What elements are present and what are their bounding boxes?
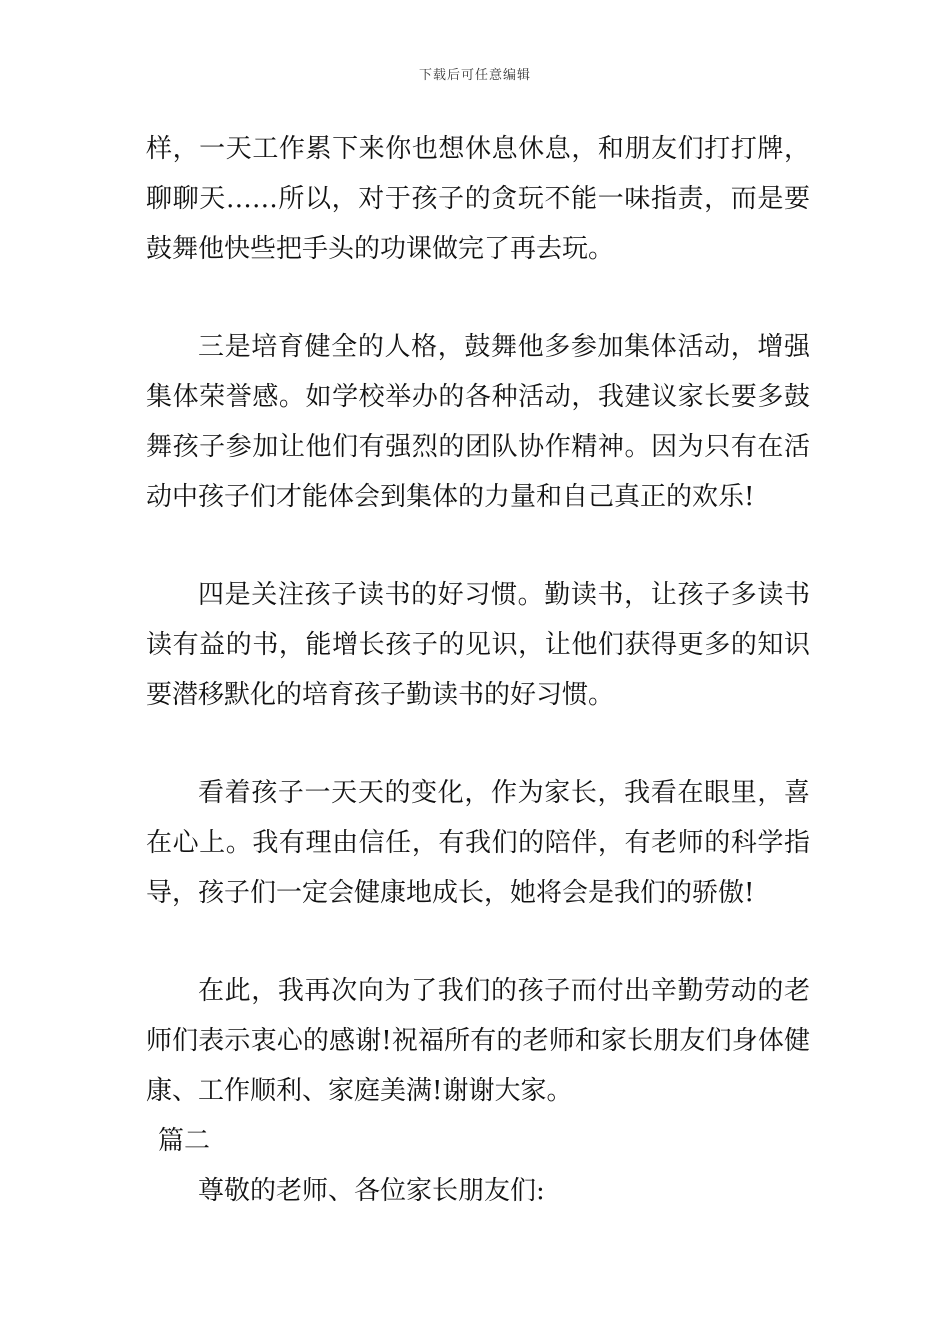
paragraph-continuation: 样，一天工作累下来你也想休息休息，和朋友们打打牌，聊聊天……所以，对于孩子的贪玩不能一味指责，而是要鼓舞他快些把手头的功课做完了再去玩。	[146, 134, 810, 264]
paragraph-thanks: 在此，我再次向为了我们的孩子而付出辛勤劳动的老师们表示衷心的感谢!祝福所有的老师和家长朋友们身体健康、工作顺利、家庭美满!谢谢大家。	[146, 976, 810, 1106]
salutation: 尊敬的老师、各位家长朋友们:	[198, 1176, 545, 1206]
paragraph-reflection: 看着孩子一天天的变化，作为家长，我看在眼里，喜在心上。我有理由信任，有我们的陪伴，有老师的科学指导，孩子们一定会健康地成长，她将会是我们的骄傲!	[146, 778, 810, 908]
document-body	[146, 124, 810, 1216]
page-header-note: 下载后可任意编辑	[418, 68, 531, 83]
paragraph-point-four: 四是关注孩子读书的好习惯。勤读书，让孩子多读书读有益的书，能增长孩子的见识，让他们获得更多的知识要潜移默化的培育孩子勤读书的好习惯。	[146, 580, 810, 710]
paragraph-point-three: 三是培育健全的人格，鼓舞他多参加集体活动，增强集体荣誉感。如学校举办的各种活动，我建议家长要多鼓舞孩子参加让他们有强烈的团队协作精神。因为只有在活动中孩子们才能体会到集体的力量和自己真正的欢乐!	[146, 332, 810, 512]
section-heading: 篇二	[158, 1126, 211, 1156]
